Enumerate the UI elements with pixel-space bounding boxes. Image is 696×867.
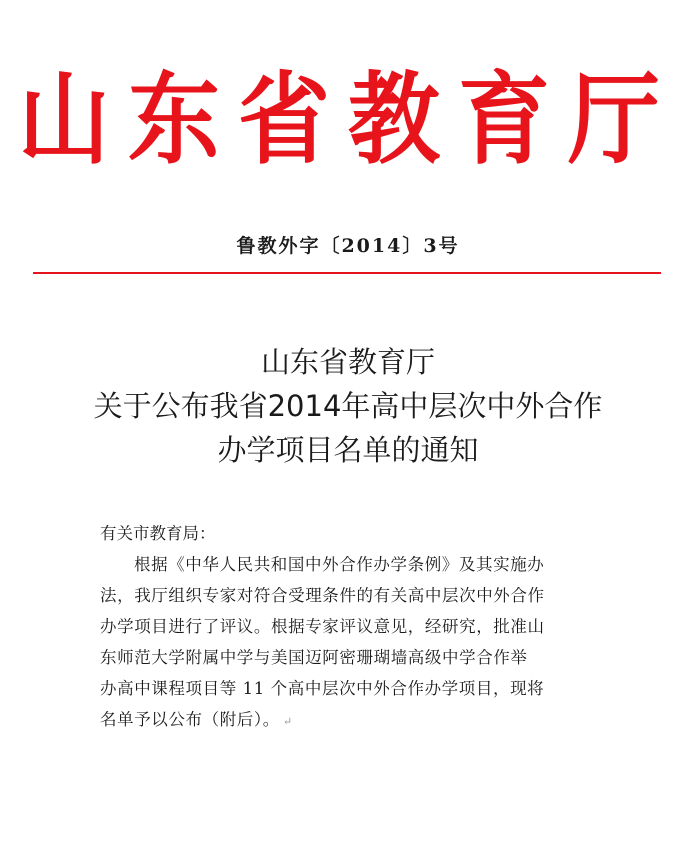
title-line-1: 山东省教育厅 bbox=[260, 345, 435, 379]
paragraph-mark-icon: ↵ bbox=[282, 715, 293, 728]
red-divider-line bbox=[33, 272, 661, 274]
title-line-3: 办学项目名单的通知 bbox=[217, 433, 479, 467]
body-line-2: 法，我厅组织专家对符合受理条件的有关高中层次中外合作 bbox=[100, 586, 545, 605]
salutation: 有关市教育局： bbox=[100, 524, 216, 543]
title-line-2: 关于公布我省2014年高中层次中外合作 bbox=[93, 389, 603, 423]
letterhead-title: 山东省教育厅 bbox=[17, 61, 678, 178]
body-line-1: 根据《中华人民共和国中外合作办学条例》及其实施办 bbox=[134, 555, 545, 574]
body-line-4: 东师范大学附属中学与美国迈阿密珊瑚墙高级中学合作举 bbox=[100, 648, 528, 667]
notice-title bbox=[0, 340, 696, 472]
body-line-3: 办学项目进行了评议。根据专家评议意见，经研究，批准山 bbox=[100, 617, 545, 636]
body-line-6: 名单予以公布（附后）。 bbox=[100, 710, 280, 729]
body-line-5: 办高中课程项目等 11 个高中层次中外合作办学项目，现将 bbox=[100, 679, 545, 698]
notice-body bbox=[100, 518, 600, 737]
document-number: 鲁教外字〔2014〕3号 bbox=[236, 235, 460, 257]
body-line-6-wrapper bbox=[100, 704, 600, 737]
